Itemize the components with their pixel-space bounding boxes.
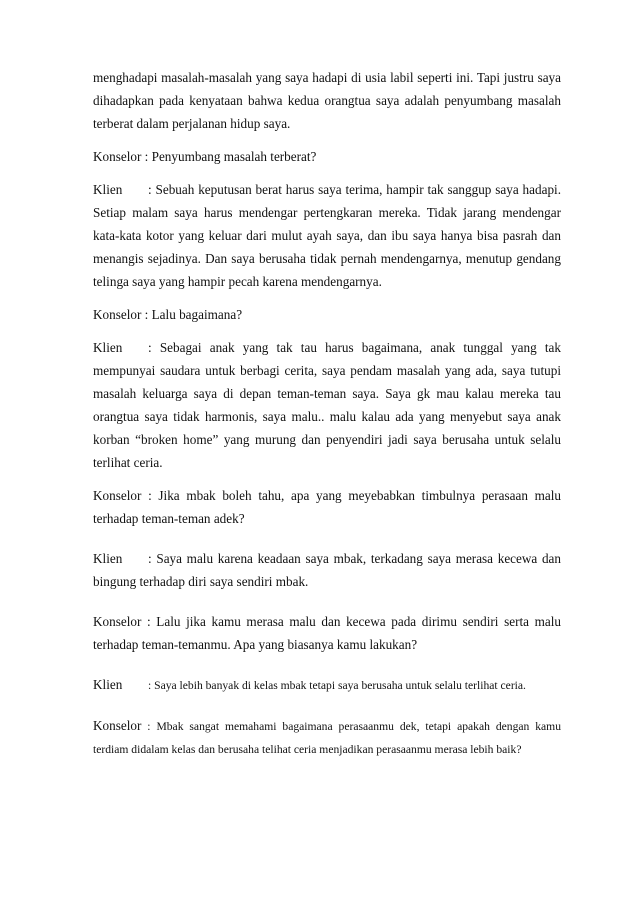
dialogue-konselor-5 [93, 714, 561, 761]
speaker-label: Konselor [93, 718, 142, 733]
speaker-label: Konselor [93, 488, 142, 503]
dialogue-text: : Penyumbang masalah terberat? [144, 149, 317, 164]
dialogue-konselor-3 [93, 484, 561, 530]
dialogue-text: : Sebuah keputusan berat harus saya terima, hampir tak sanggup saya hadapi. Setiap malam saya harus mendengar pertengkaran mereka. Tidak jarang mendengar kata-kata kotor yang keluar dari mulut ayah saya, dan ibu saya hanya bisa pasrah dan menangis sejadinya. Dan saya berusaha tidak pernah mendengarnya, menutup gendang telinga saya yang hampir pecah karena mendengarnya. [93, 182, 561, 289]
dialogue-text: : Saya malu karena keadaan saya mbak, terkadang saya merasa kecewa dan bingung terhadap diri saya sendiri mbak. [93, 551, 561, 589]
dialogue-text: : Saya lebih banyak di kelas mbak tetapi saya berusaha untuk selalu terlihat ceria. [148, 679, 526, 692]
speaker-label: Klien [93, 677, 123, 692]
speaker-label: Klien [93, 551, 123, 566]
dialogue-klien-4 [93, 673, 561, 697]
dialogue-text: : Sebagai anak yang tak tau harus bagaimana, anak tunggal yang tak mempunyai saudara untuk berbagi cerita, saya pendam masalah yang ada, saya tutupi masalah keluarga saya di depan teman-teman saya. Saya gk mau kalau mereka tau orangtua saya tidak harmonis, saya malu.. malu kalau ada yang menyebut saya anak korban “broken home” yang murung dan penyendiri jadi saya berusaha untuk selalu terlihat ceria. [93, 340, 561, 470]
dialogue-klien-3 [93, 547, 561, 593]
dialogue-text: : Mbak sangat memahami bagaimana perasaanmu dek, tetapi apakah dengan kamu terdiam didalam kelas dan berusaha telihat ceria menjadikan perasaanmu merasa lebih baik? [93, 720, 561, 756]
dialogue-konselor-1 [93, 145, 561, 168]
dialogue-konselor-2 [93, 303, 561, 326]
speaker-label: Konselor [93, 307, 142, 322]
dialogue-text: : Lalu jika kamu merasa malu dan kecewa pada dirimu sendiri serta malu terhadap teman-temanmu. Apa yang biasanya kamu lakukan? [93, 614, 561, 652]
dialogue-konselor-4 [93, 610, 561, 656]
speaker-label: Klien [93, 340, 123, 355]
dialogue-klien-1 [93, 178, 561, 293]
page-content [93, 66, 561, 771]
dialogue-text: : Jika mbak boleh tahu, apa yang meyebabkan timbulnya perasaan malu terhadap teman-teman adek? [93, 488, 562, 526]
speaker-label: Konselor [93, 149, 142, 164]
dialogue-klien-2 [93, 336, 561, 474]
speaker-label: Klien [93, 182, 123, 197]
intro-paragraph: menghadapi masalah-masalah yang saya hadapi di usia labil seperti ini. Tapi justru saya dihadapkan pada kenyataan bahwa kedua orangtua saya adalah penyumbang masalah terberat dalam perjalanan hidup saya. [93, 70, 561, 131]
dialogue-text: : Lalu bagaimana? [144, 307, 243, 322]
speaker-label: Konselor [93, 614, 142, 629]
